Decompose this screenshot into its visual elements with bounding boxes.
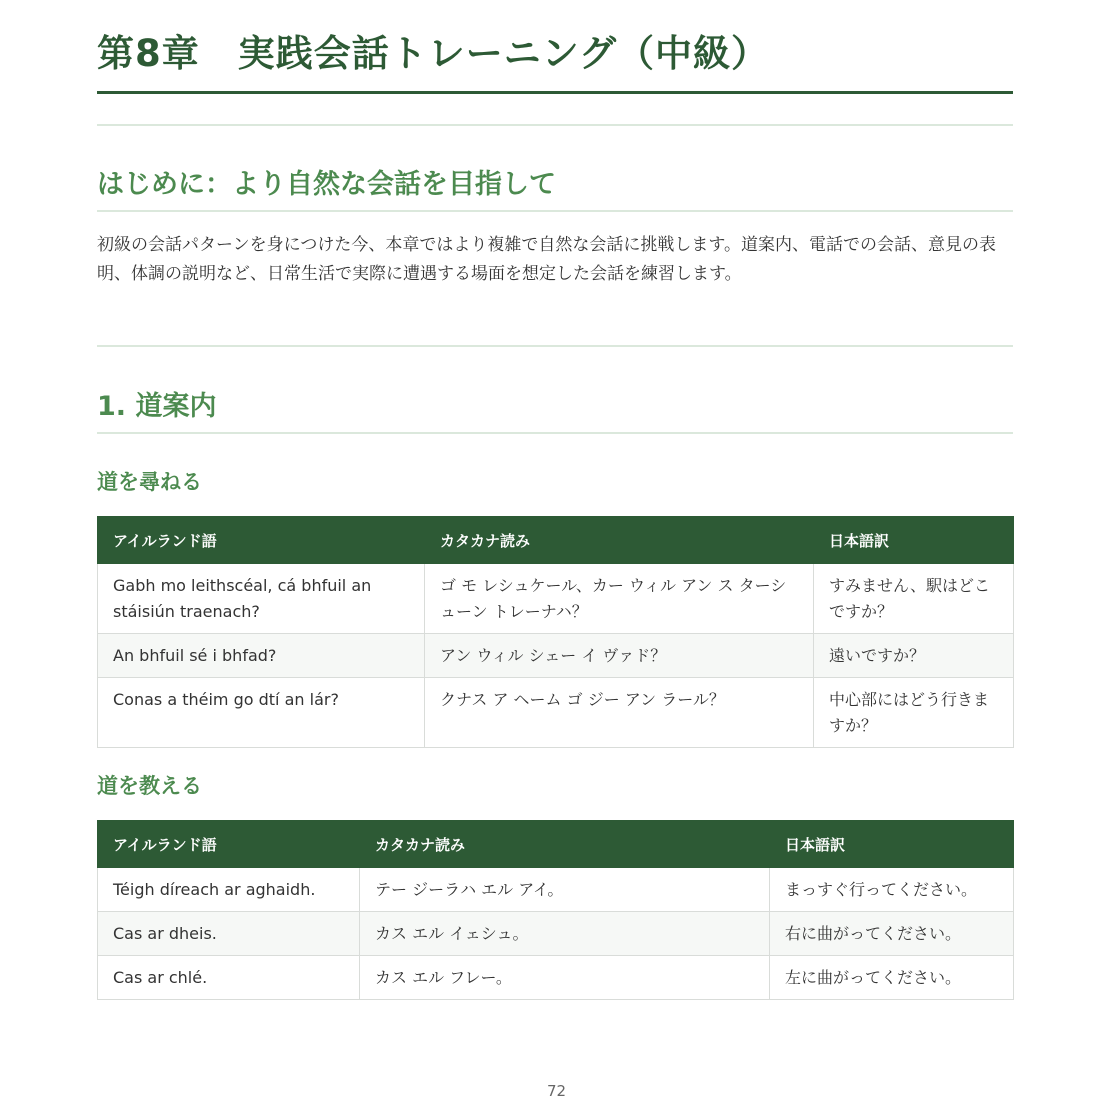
japanese-translation: 左に曲がってください。: [770, 956, 1014, 1000]
irish-phrase: An bhfuil sé i bhfad?: [98, 634, 425, 678]
katakana-reading: クナス ア ヘーム ゴ ジー アン ラール？: [425, 678, 814, 748]
japanese-translation: 中心部にはどう行きますか？: [814, 678, 1014, 748]
column-header-irish: アイルランド語: [98, 821, 360, 868]
intro-paragraph: 初級の会話パターンを身につけた今、本章ではより複雑で自然な会話に挑戦します。道案内、電話での会話、意見の表明、体調の説明など、日常生活で実際に遭遇する場面を想定した会話を練習します。: [97, 235, 996, 284]
title-rule: [97, 91, 1013, 94]
table-row: [98, 956, 1014, 1000]
table-header-row: [98, 517, 1014, 564]
japanese-translation: まっすぐ行ってください。: [770, 868, 1014, 912]
table-row: [98, 912, 1014, 956]
katakana-reading: アン ウィル シェー イ ヴァド？: [425, 634, 814, 678]
asking-directions-table: [97, 516, 1014, 748]
page-number: 72: [546, 1082, 567, 1100]
japanese-translation: 遠いですか？: [814, 634, 1014, 678]
katakana-reading: ゴ モ レシュケール、カー ウィル アン ス ターシューン トレーナハ？: [425, 564, 814, 634]
table-row: [98, 564, 1014, 634]
irish-phrase: Cas ar chlé.: [98, 956, 360, 1000]
irish-phrase: Conas a théim go dtí an lár?: [98, 678, 425, 748]
irish-phrase: Téigh díreach ar aghaidh.: [98, 868, 360, 912]
japanese-translation: すみません、駅はどこですか？: [814, 564, 1014, 634]
katakana-reading: カス エル イェシュ。: [360, 912, 770, 956]
katakana-reading: カス エル フレー。: [360, 956, 770, 1000]
section-heading-directions: 1. 道案内: [97, 391, 217, 422]
table-row: [98, 678, 1014, 748]
intro-heading: はじめに：より自然な会話を目指して: [97, 169, 556, 200]
giving-directions-table: [97, 820, 1014, 1000]
chapter-title: 第8章 実践会話トレーニング（中級）: [97, 32, 770, 75]
section-divider: [97, 345, 1013, 347]
subheading-giving-directions: 道を教える: [97, 774, 202, 798]
section-divider: [97, 124, 1013, 126]
column-header-katakana: カタカナ読み: [425, 517, 814, 564]
japanese-translation: 右に曲がってください。: [770, 912, 1014, 956]
table-row: [98, 868, 1014, 912]
subheading-asking-directions: 道を尋ねる: [97, 470, 202, 494]
katakana-reading: テー ジーラハ エル アイ。: [360, 868, 770, 912]
column-header-katakana: カタカナ読み: [360, 821, 770, 868]
irish-phrase: Gabh mo leithscéal, cá bhfuil an stáisiún traenach?: [98, 564, 425, 634]
heading-underline: [97, 210, 1013, 212]
column-header-japanese: 日本語訳: [814, 517, 1014, 564]
table-header-row: [98, 821, 1014, 868]
column-header-irish: アイルランド語: [98, 517, 425, 564]
column-header-japanese: 日本語訳: [770, 821, 1014, 868]
table-row: [98, 634, 1014, 678]
heading-underline: [97, 432, 1013, 434]
irish-phrase: Cas ar dheis.: [98, 912, 360, 956]
